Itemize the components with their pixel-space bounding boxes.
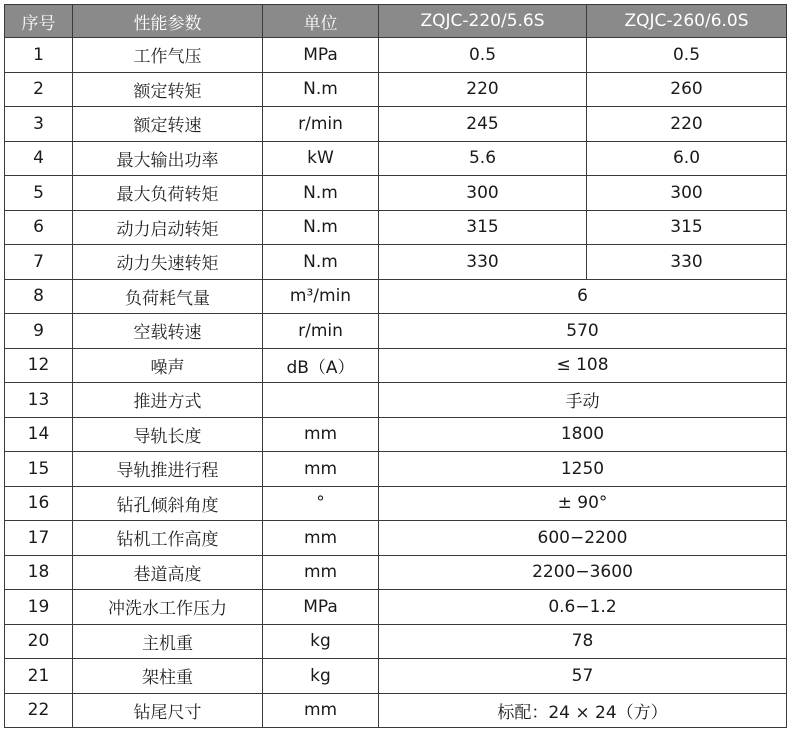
cell-unit: N.m — [263, 72, 379, 107]
cell-param: 钻孔倾斜角度 — [73, 486, 263, 521]
cell-param: 空载转速 — [73, 314, 263, 349]
cell-value-260: 260 — [587, 72, 787, 107]
spec-table — [4, 4, 787, 728]
table-row — [5, 245, 787, 280]
table-row — [5, 38, 787, 73]
cell-unit: mm — [263, 693, 379, 728]
cell-unit: N.m — [263, 210, 379, 245]
cell-unit: MPa — [263, 590, 379, 625]
cell-param: 钻尾尺寸 — [73, 693, 263, 728]
cell-no: 19 — [5, 590, 73, 625]
table-header — [5, 5, 787, 38]
cell-value-shared: ≤ 108 — [379, 348, 787, 383]
cell-value-220: 5.6 — [379, 141, 587, 176]
header-param: 性能参数 — [73, 5, 263, 38]
table-row — [5, 452, 787, 487]
table-row — [5, 107, 787, 142]
cell-value-220: 245 — [379, 107, 587, 142]
cell-param: 最大负荷转矩 — [73, 176, 263, 211]
cell-param: 负荷耗气量 — [73, 279, 263, 314]
table-row — [5, 693, 787, 728]
cell-param: 动力启动转矩 — [73, 210, 263, 245]
cell-no: 3 — [5, 107, 73, 142]
cell-no: 6 — [5, 210, 73, 245]
cell-value-220: 300 — [379, 176, 587, 211]
cell-value-shared: 1250 — [379, 452, 787, 487]
cell-value-260: 315 — [587, 210, 787, 245]
cell-param: 钻机工作高度 — [73, 521, 263, 556]
cell-param: 噪声 — [73, 348, 263, 383]
cell-no: 22 — [5, 693, 73, 728]
table-row — [5, 314, 787, 349]
cell-value-220: 220 — [379, 72, 587, 107]
cell-param: 工作气压 — [73, 38, 263, 73]
cell-param: 巷道高度 — [73, 555, 263, 590]
cell-param: 架柱重 — [73, 659, 263, 694]
cell-param: 导轨推进行程 — [73, 452, 263, 487]
cell-param: 推进方式 — [73, 383, 263, 418]
cell-unit: m³/min — [263, 279, 379, 314]
cell-value-shared: 78 — [379, 624, 787, 659]
table-body — [5, 38, 787, 728]
cell-param: 最大输出功率 — [73, 141, 263, 176]
header-unit: 单位 — [263, 5, 379, 38]
cell-value-shared: 57 — [379, 659, 787, 694]
cell-no: 5 — [5, 176, 73, 211]
cell-no: 8 — [5, 279, 73, 314]
cell-param: 主机重 — [73, 624, 263, 659]
table-row — [5, 348, 787, 383]
cell-param: 冲洗水工作压力 — [73, 590, 263, 625]
cell-no: 15 — [5, 452, 73, 487]
cell-unit: ° — [263, 486, 379, 521]
table-row — [5, 176, 787, 211]
table-row — [5, 210, 787, 245]
table-row — [5, 521, 787, 556]
table-row — [5, 624, 787, 659]
cell-unit: mm — [263, 452, 379, 487]
cell-unit — [263, 383, 379, 418]
cell-no: 1 — [5, 38, 73, 73]
cell-value-220: 0.5 — [379, 38, 587, 73]
cell-no: 2 — [5, 72, 73, 107]
cell-no: 18 — [5, 555, 73, 590]
cell-value-260: 0.5 — [587, 38, 787, 73]
cell-value-shared: ± 90° — [379, 486, 787, 521]
cell-no: 17 — [5, 521, 73, 556]
cell-value-260: 220 — [587, 107, 787, 142]
cell-unit: kW — [263, 141, 379, 176]
cell-no: 21 — [5, 659, 73, 694]
cell-unit: N.m — [263, 245, 379, 280]
cell-unit: MPa — [263, 38, 379, 73]
cell-value-260: 300 — [587, 176, 787, 211]
cell-value-220: 330 — [379, 245, 587, 280]
cell-no: 7 — [5, 245, 73, 280]
cell-value-shared: 2200−3600 — [379, 555, 787, 590]
cell-value-shared: 570 — [379, 314, 787, 349]
table-row — [5, 590, 787, 625]
cell-param: 额定转速 — [73, 107, 263, 142]
cell-unit: r/min — [263, 107, 379, 142]
header-row — [5, 5, 787, 38]
cell-value-shared: 600−2200 — [379, 521, 787, 556]
cell-value-shared: 6 — [379, 279, 787, 314]
cell-no: 14 — [5, 417, 73, 452]
cell-unit: r/min — [263, 314, 379, 349]
cell-value-shared: 0.6−1.2 — [379, 590, 787, 625]
cell-unit: dB（A） — [263, 348, 379, 383]
table-row — [5, 486, 787, 521]
table-row — [5, 659, 787, 694]
cell-value-260: 6.0 — [587, 141, 787, 176]
table-row — [5, 417, 787, 452]
cell-param: 导轨长度 — [73, 417, 263, 452]
cell-value-shared: 手动 — [379, 383, 787, 418]
cell-no: 12 — [5, 348, 73, 383]
table-row — [5, 555, 787, 590]
cell-value-220: 315 — [379, 210, 587, 245]
cell-unit: kg — [263, 659, 379, 694]
cell-unit: mm — [263, 521, 379, 556]
cell-no: 4 — [5, 141, 73, 176]
cell-value-260: 330 — [587, 245, 787, 280]
cell-value-shared: 标配：24 × 24（方） — [379, 693, 787, 728]
cell-unit: mm — [263, 555, 379, 590]
cell-value-shared: 1800 — [379, 417, 787, 452]
cell-no: 13 — [5, 383, 73, 418]
cell-unit: N.m — [263, 176, 379, 211]
table-row — [5, 383, 787, 418]
header-model-260: ZQJC-260/6.0S — [587, 5, 787, 38]
table-row — [5, 141, 787, 176]
cell-unit: kg — [263, 624, 379, 659]
cell-param: 动力失速转矩 — [73, 245, 263, 280]
header-model-220: ZQJC-220/5.6S — [379, 5, 587, 38]
cell-unit: mm — [263, 417, 379, 452]
table-row — [5, 72, 787, 107]
cell-no: 20 — [5, 624, 73, 659]
cell-no: 16 — [5, 486, 73, 521]
cell-param: 额定转矩 — [73, 72, 263, 107]
table-row — [5, 279, 787, 314]
cell-no: 9 — [5, 314, 73, 349]
header-no: 序号 — [5, 5, 73, 38]
